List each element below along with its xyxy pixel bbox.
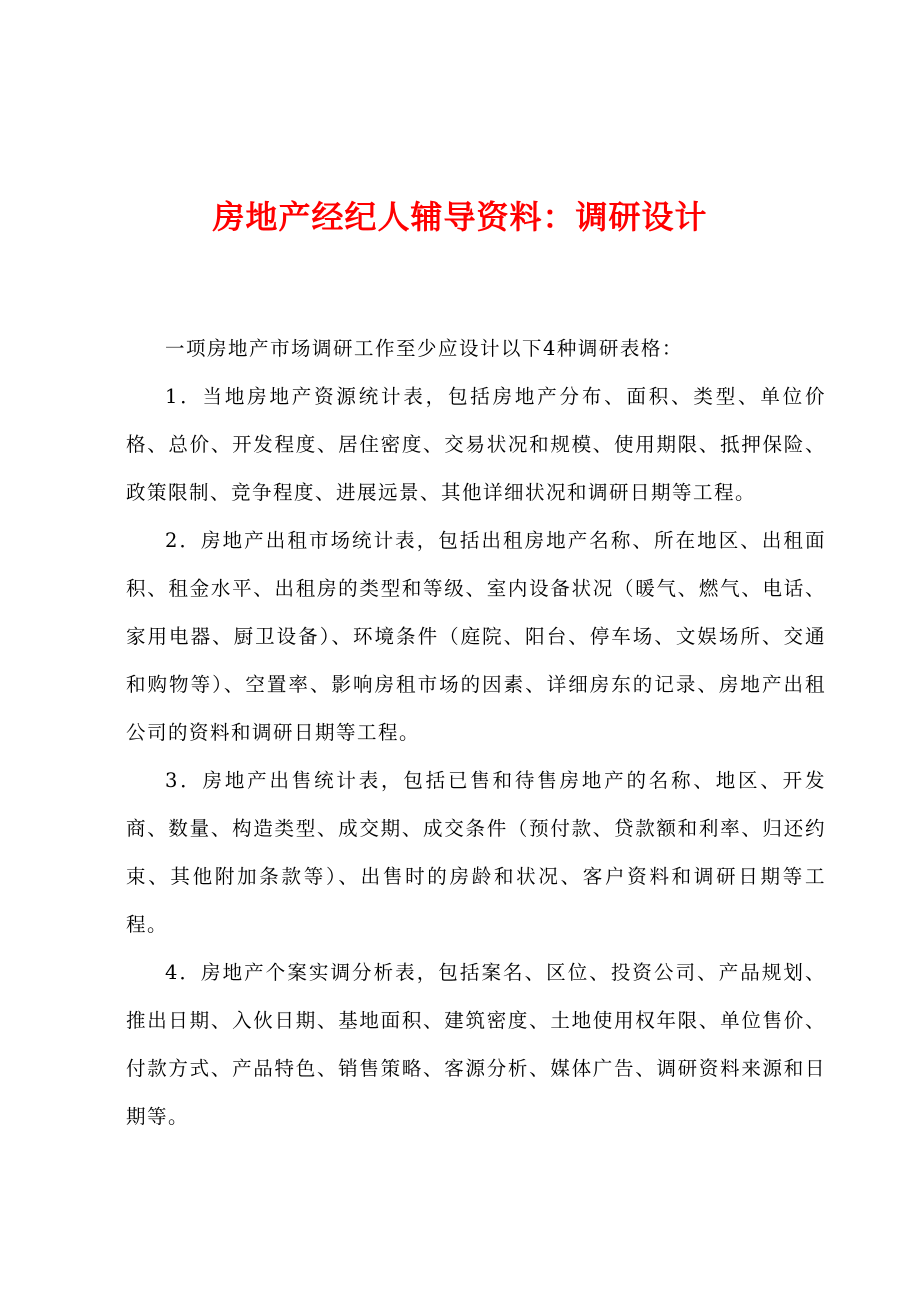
paragraph-item-2: 2．房地产出租市场统计表，包括出租房地产名称、所在地区、出租面积、租金水平、出租房的类型和等级、室内设备状况（暖气、燃气、电话、家用电器、厨卫设备）、环境条件（庭院、阳台、停车场、文娱场所、交通和购物等）、空置率、影响房租市场的因素、详细房东的记录、房地产出租公司的资料和调研日期等工程。: [126, 529, 826, 744]
paragraph-item-4: 4．房地产个案实调分析表，包括案名、区位、投资公司、产品规划、推出日期、入伙日期、基地面积、建筑密度、土地使用权年限、单位售价、付款方式、产品特色、销售策略、客源分析、媒体广告、调研资料来源和日期等。: [126, 961, 826, 1128]
intro-paragraph: 一项房地产市场调研工作至少应设计以下4种调研表格：: [165, 337, 683, 360]
paragraph-item-1: 1．当地房地产资源统计表，包括房地产分布、面积、类型、单位价格、总价、开发程度、居住密度、交易状况和规模、使用期限、抵押保险、政策限制、竞争程度、进展远景、其他详细状况和调研日期等工程。: [126, 385, 826, 504]
page-title: 房地产经纪人辅导资料：调研设计: [212, 198, 708, 236]
document-body: [126, 325, 826, 1141]
paragraph-item-3: 3．房地产出售统计表，包括已售和待售房地产的名称、地区、开发商、数量、构造类型、成交期、成交条件（预付款、贷款额和利率、归还约束、其他附加条款等）、出售时的房龄和状况、客户资料和调研日期等工程。: [126, 769, 826, 936]
